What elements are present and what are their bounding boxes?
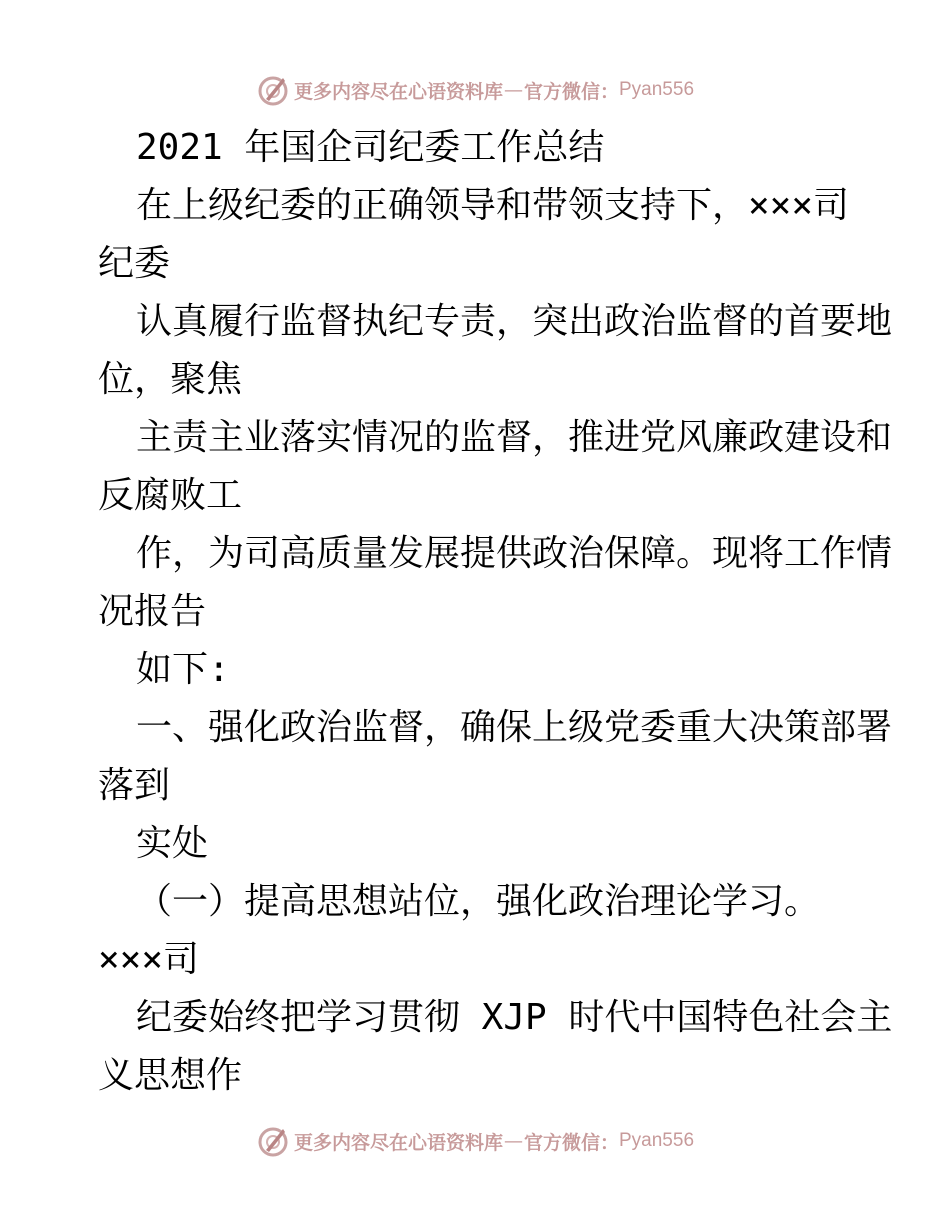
doc-line: 主责主业落实情况的监督，推进党风廉政建设和 — [136, 417, 893, 458]
doc-line: 实处 — [136, 823, 209, 864]
doc-line: 纪委 — [98, 243, 171, 284]
quill-logo-icon — [256, 1124, 290, 1158]
doc-title: 2021 年国企司纪委工作总结 — [136, 127, 605, 168]
doc-line: （一）提高思想站位，强化政治理论学习。 — [136, 881, 821, 922]
watermark-id: Pyan556 — [619, 1130, 695, 1151]
watermark-id: Pyan556 — [619, 79, 695, 100]
doc-line: 作，为司高质量发展提供政治保障。现将工作情 — [136, 533, 893, 574]
doc-line: 位，聚焦 — [98, 359, 243, 400]
doc-line: 义思想作 — [98, 1055, 243, 1096]
doc-line: 一、强化政治监督，确保上级党委重大决策部署 — [136, 707, 893, 748]
doc-line: 纪委始终把学习贯彻 XJP 时代中国特色社会主 — [136, 997, 893, 1038]
watermark-text: 更多内容尽在心语资料库 — [293, 1131, 503, 1154]
doc-line: 在上级纪委的正确领导和带领支持下，×××司 — [136, 185, 850, 226]
doc-line: 反腐败工 — [98, 475, 243, 516]
doc-line: 况报告 — [98, 591, 207, 632]
doc-line: ×××司 — [98, 939, 200, 980]
watermark-label: 官方微信： — [523, 80, 619, 103]
watermark-text: 更多内容尽在心语资料库 — [293, 80, 503, 103]
doc-line: 认真履行监督执纪专责，突出政治监督的首要地 — [136, 301, 893, 342]
watermark-footer — [0, 1121, 950, 1161]
watermark-label: 官方微信： — [523, 1131, 619, 1154]
doc-line: 如下: — [136, 649, 230, 690]
doc-line: 落到 — [98, 765, 171, 806]
watermark-separator: — — [503, 79, 523, 101]
watermark-separator: — — [503, 1130, 523, 1152]
